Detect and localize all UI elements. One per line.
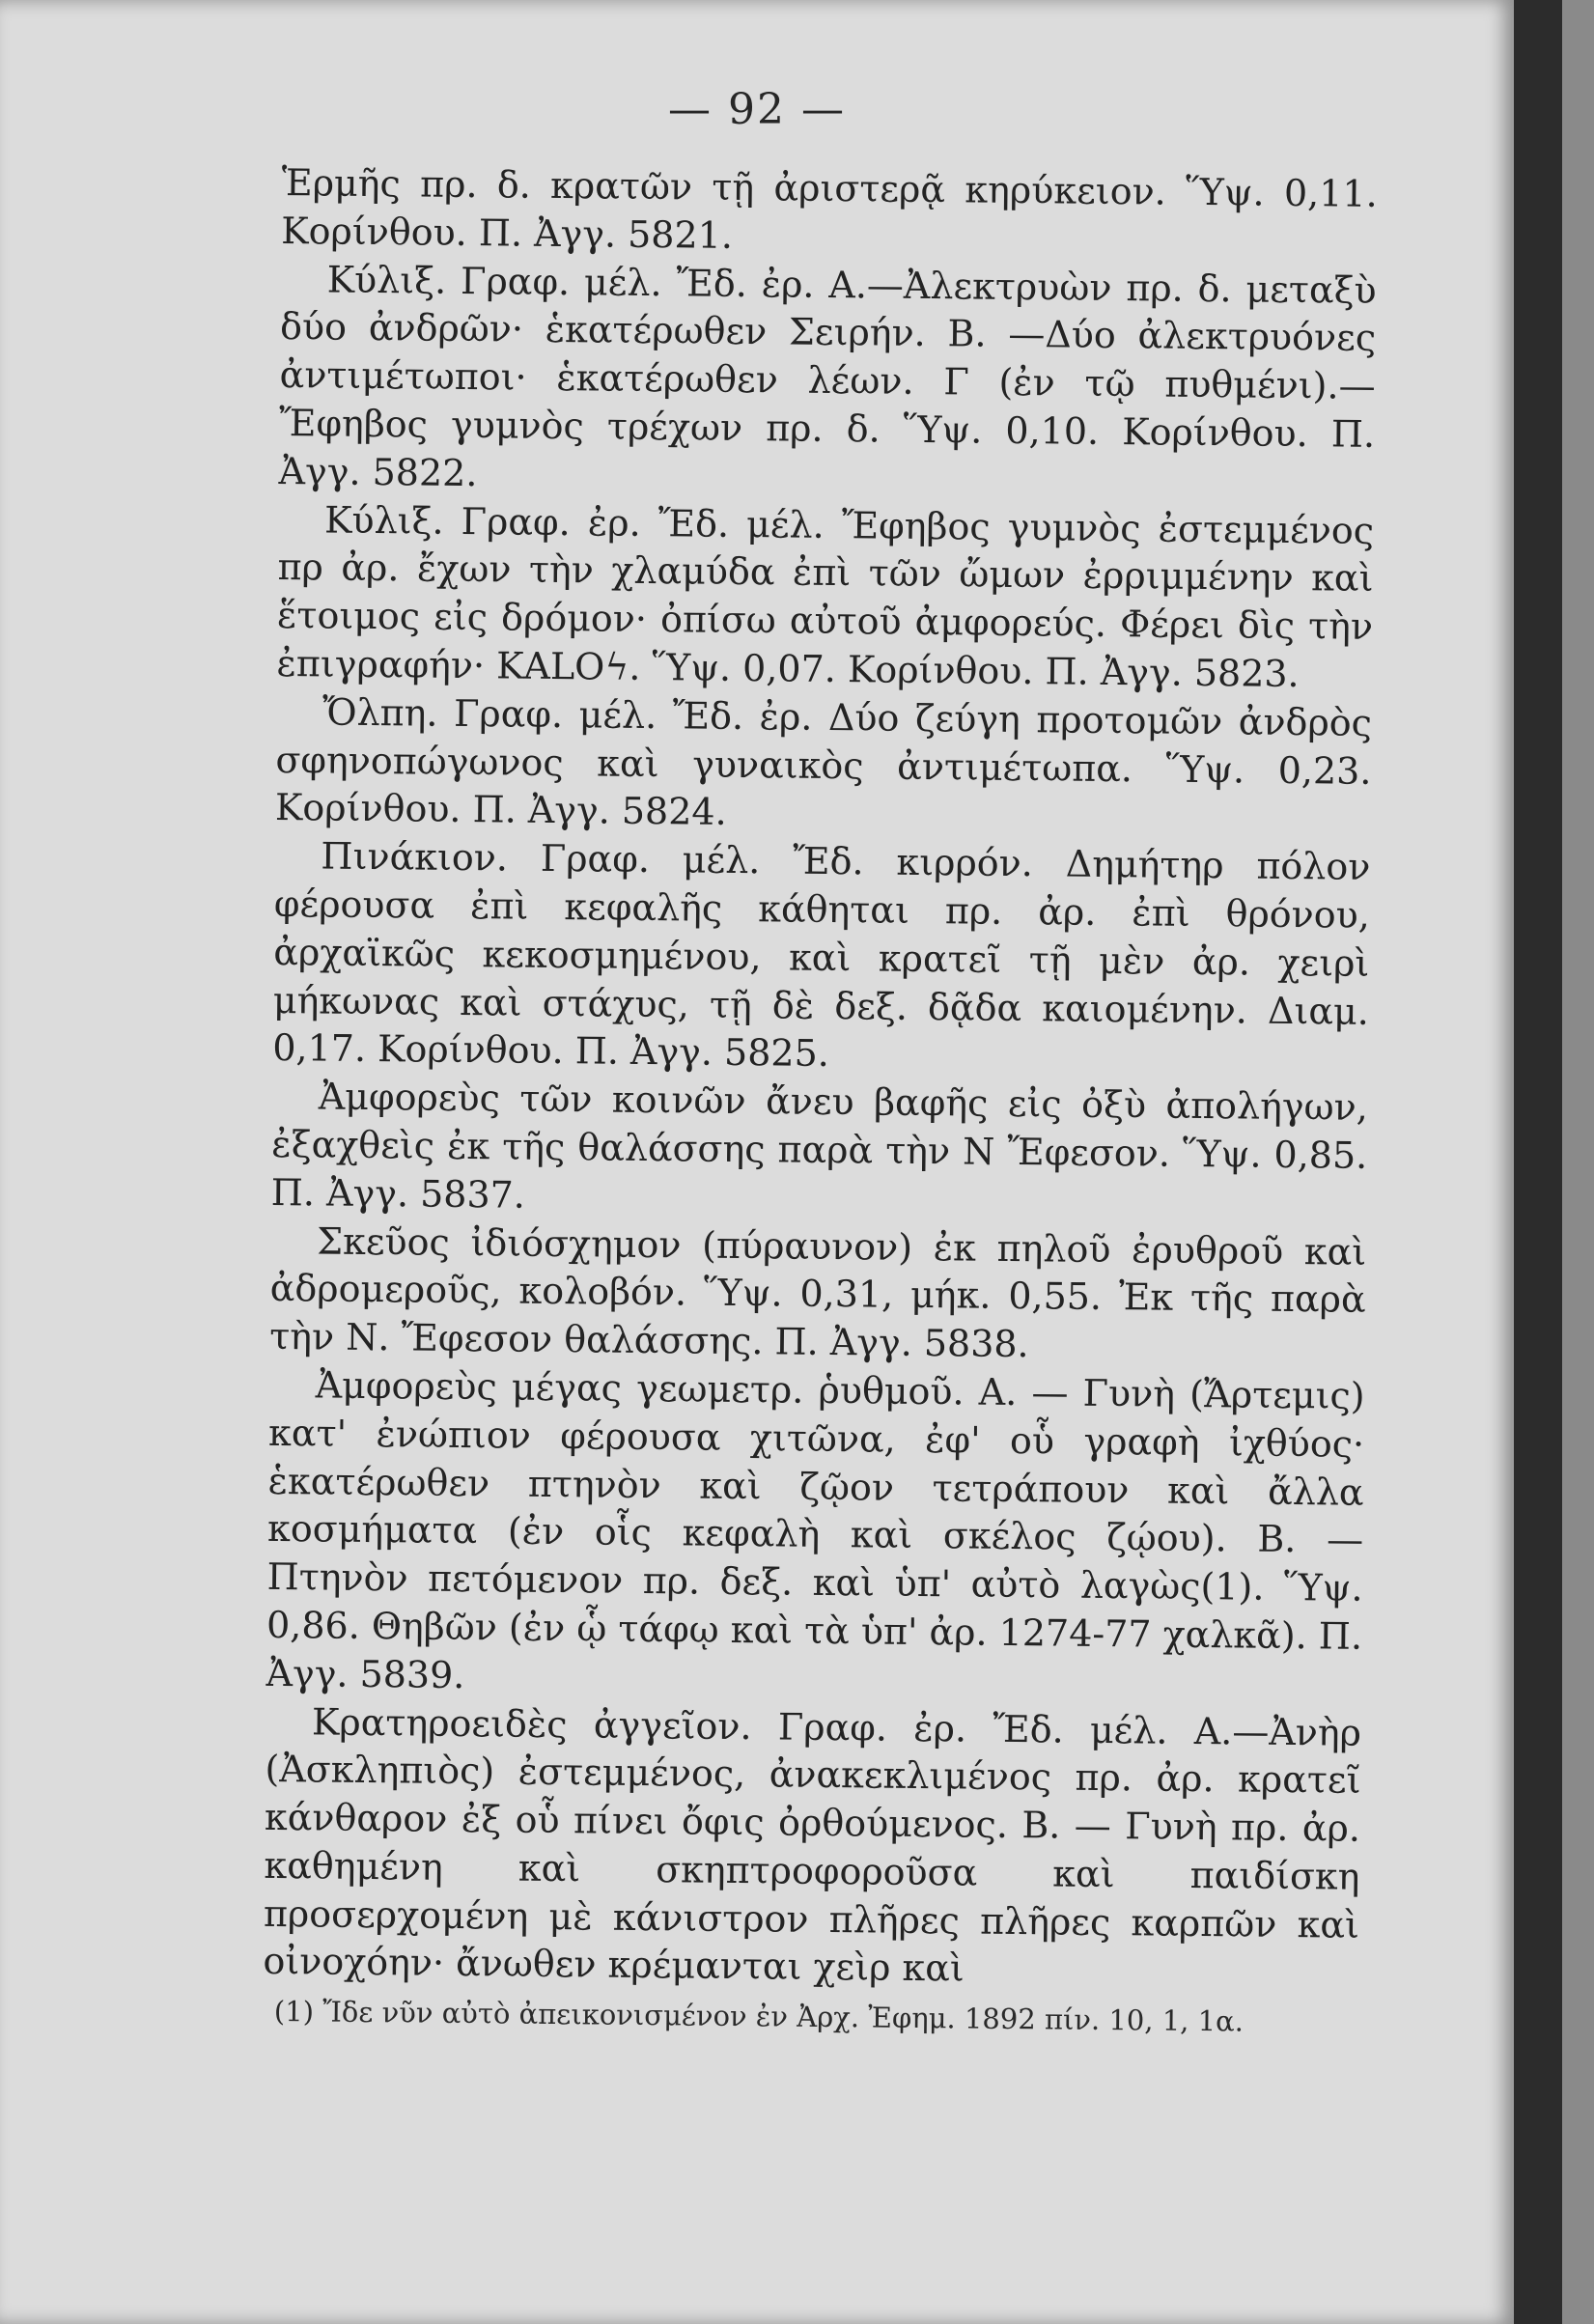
footnote: (1) Ἴδε νῦν αὐτὸ ἀπεικονισμένον ἐν Ἀρχ. Ἐφημ. 1892 πίν. 10, 1, 1α. bbox=[273, 1995, 1244, 2038]
catalog-entry: Ἑρμῆς πρ. δ. κρατῶν τῇ ἀριστερᾷ κηρύκειον. Ὕψ. 0,11. Κορίνθου. Π. Ἀγγ. 5821. bbox=[280, 160, 1378, 257]
catalog-entry: Ἀμφορεὺς μέγας γεωμετρ. ῥυθμοῦ. Α. — Γυνὴ (Ἄρτεμις) κατ' ἐνώπιον φέρουσα χιτῶνα, ἐφ' οὗ γραφὴ ἰχθύος· ἑκατέρωθεν πτηνὸν καὶ ζῷον τετράπουν καὶ ἄλλα κοσμήματα (ἐν οἷς κεφαλὴ καὶ σκέλος ζῴου). Β. — Πτηνὸν πετόμενον πρ. δεξ. καὶ ὑπ' αὐτὸ λαγὼς(1). Ὕψ. 0,86. Θηβῶν (ἐν ᾧ τάφῳ καὶ τὰ ὑπ' ἀρ. 1274-77 χαλκᾶ). Π. Ἀγγ. 5839. bbox=[266, 1363, 1365, 1696]
catalog-entry: Πινάκιον. Γραφ. μέλ. Ἔδ. κιρρόν. Δημήτηρ πόλον φέρουσα ἐπὶ κεφαλῆς κάθηται πρ. ἀρ. ἐπὶ θρόνου, ἀρχαϊκῶς κεκοσμημένου, καὶ κρατεῖ τῇ μὲν ἀρ. χειρὶ μήκωνας καὶ στάχυς, τῇ δὲ δεξ. δᾷδα καιομένην. Διαμ. 0,17. Κορίνθου. Π. Ἀγγ. 5825. bbox=[272, 834, 1371, 1076]
page-number: — 92 — bbox=[668, 85, 846, 134]
catalog-entry: Κύλιξ. Γραφ. μέλ. Ἔδ. ἐρ. Α.—Ἀλεκτρυὼν πρ. δ. μεταξὺ δύο ἀνδρῶν· ἑκατέρωθεν Σειρήν. Β. —Δύο ἀλεκτρυόνες ἀντιμέτωποι· ἑκατέρωθεν λέων. Γ (ἐν τῷ πυθμένι).—Ἔφηβος γυμνὸς τρέχων πρ. δ. Ὕψ. 0,10. Κορίνθου. Π. Ἀγγ. 5822. bbox=[278, 258, 1377, 494]
scan-margin bbox=[1562, 0, 1594, 2324]
catalog-text bbox=[262, 159, 1378, 2070]
catalog-entry: Κύλιξ. Γραφ. ἐρ. Ἔδ. μέλ. Ἔφηβος γυμνὸς ἐστεμμένος πρ ἀρ. ἔχων τὴν χλαμύδα ἐπὶ τῶν ὤμων ἐρριμμένην καὶ ἕτοιμος εἰς δρόμον· ὀπίσω αὐτοῦ ἀμφορεύς. Φέρει δὶς τὴν ἐπιγραφήν· ΚΑLOϟ. Ὕψ. 0,07. Κορίνθου. Π. Ἀγγ. 5823. bbox=[276, 498, 1375, 696]
catalog-entry: Ἀμφορεὺς τῶν κοινῶν ἄνευ βαφῆς εἰς ὀξὺ ἀπολήγων, ἐξαχθεὶς ἐκ τῆς θαλάσσης παρὰ τὴν Ν Ἔφεσον. Ὕψ. 0,85. Π. Ἀγγ. 5837. bbox=[270, 1075, 1369, 1217]
book-gutter-shadow bbox=[1514, 0, 1562, 2324]
catalog-entry: Ὄλπη. Γραφ. μέλ. Ἔδ. ἐρ. Δύο ζεύγη προτομῶν ἀνδρὸς σφηνοπώγωνος καὶ γυναικὸς ἀντιμέτωπα. Ὕψ. 0,23. Κορίνθου. Π. Ἀγγ. 5824. bbox=[274, 690, 1373, 834]
catalog-entry: Σκεῦος ἰδιόσχημον (πύραυνον) ἐκ πηλοῦ ἐρυθροῦ καὶ ἀδρομεροῦς, κολοβόν. Ὕψ. 0,31, μήκ. 0,55. Ἐκ τῆς παρὰ τὴν Ν. Ἔφεσον θαλάσσης. Π. Ἀγγ. 5838. bbox=[269, 1218, 1367, 1366]
catalog-entry: Κρατηροειδὲς ἀγγεῖον. Γραφ. ἐρ. Ἔδ. μέλ. Α.—Ἀνὴρ (Ἀσκληπιὸς) ἐστεμμένος, ἀνακεκλιμένος πρ. ἀρ. κρατεῖ κάνθαρον ἐξ οὗ πίνει ὄφις ὀρθούμενος. Β. — Γυνὴ πρ. ἀρ. καθημένη καὶ σκηπτροφοροῦσα καὶ παιδίσκη προσερχομένη μὲ κάνιστρον πλῆρες πλῆρες καρπῶν καὶ οἰνοχόην· ἄνωθεν κρέμανται χεὶρ καὶ bbox=[263, 1699, 1362, 1990]
